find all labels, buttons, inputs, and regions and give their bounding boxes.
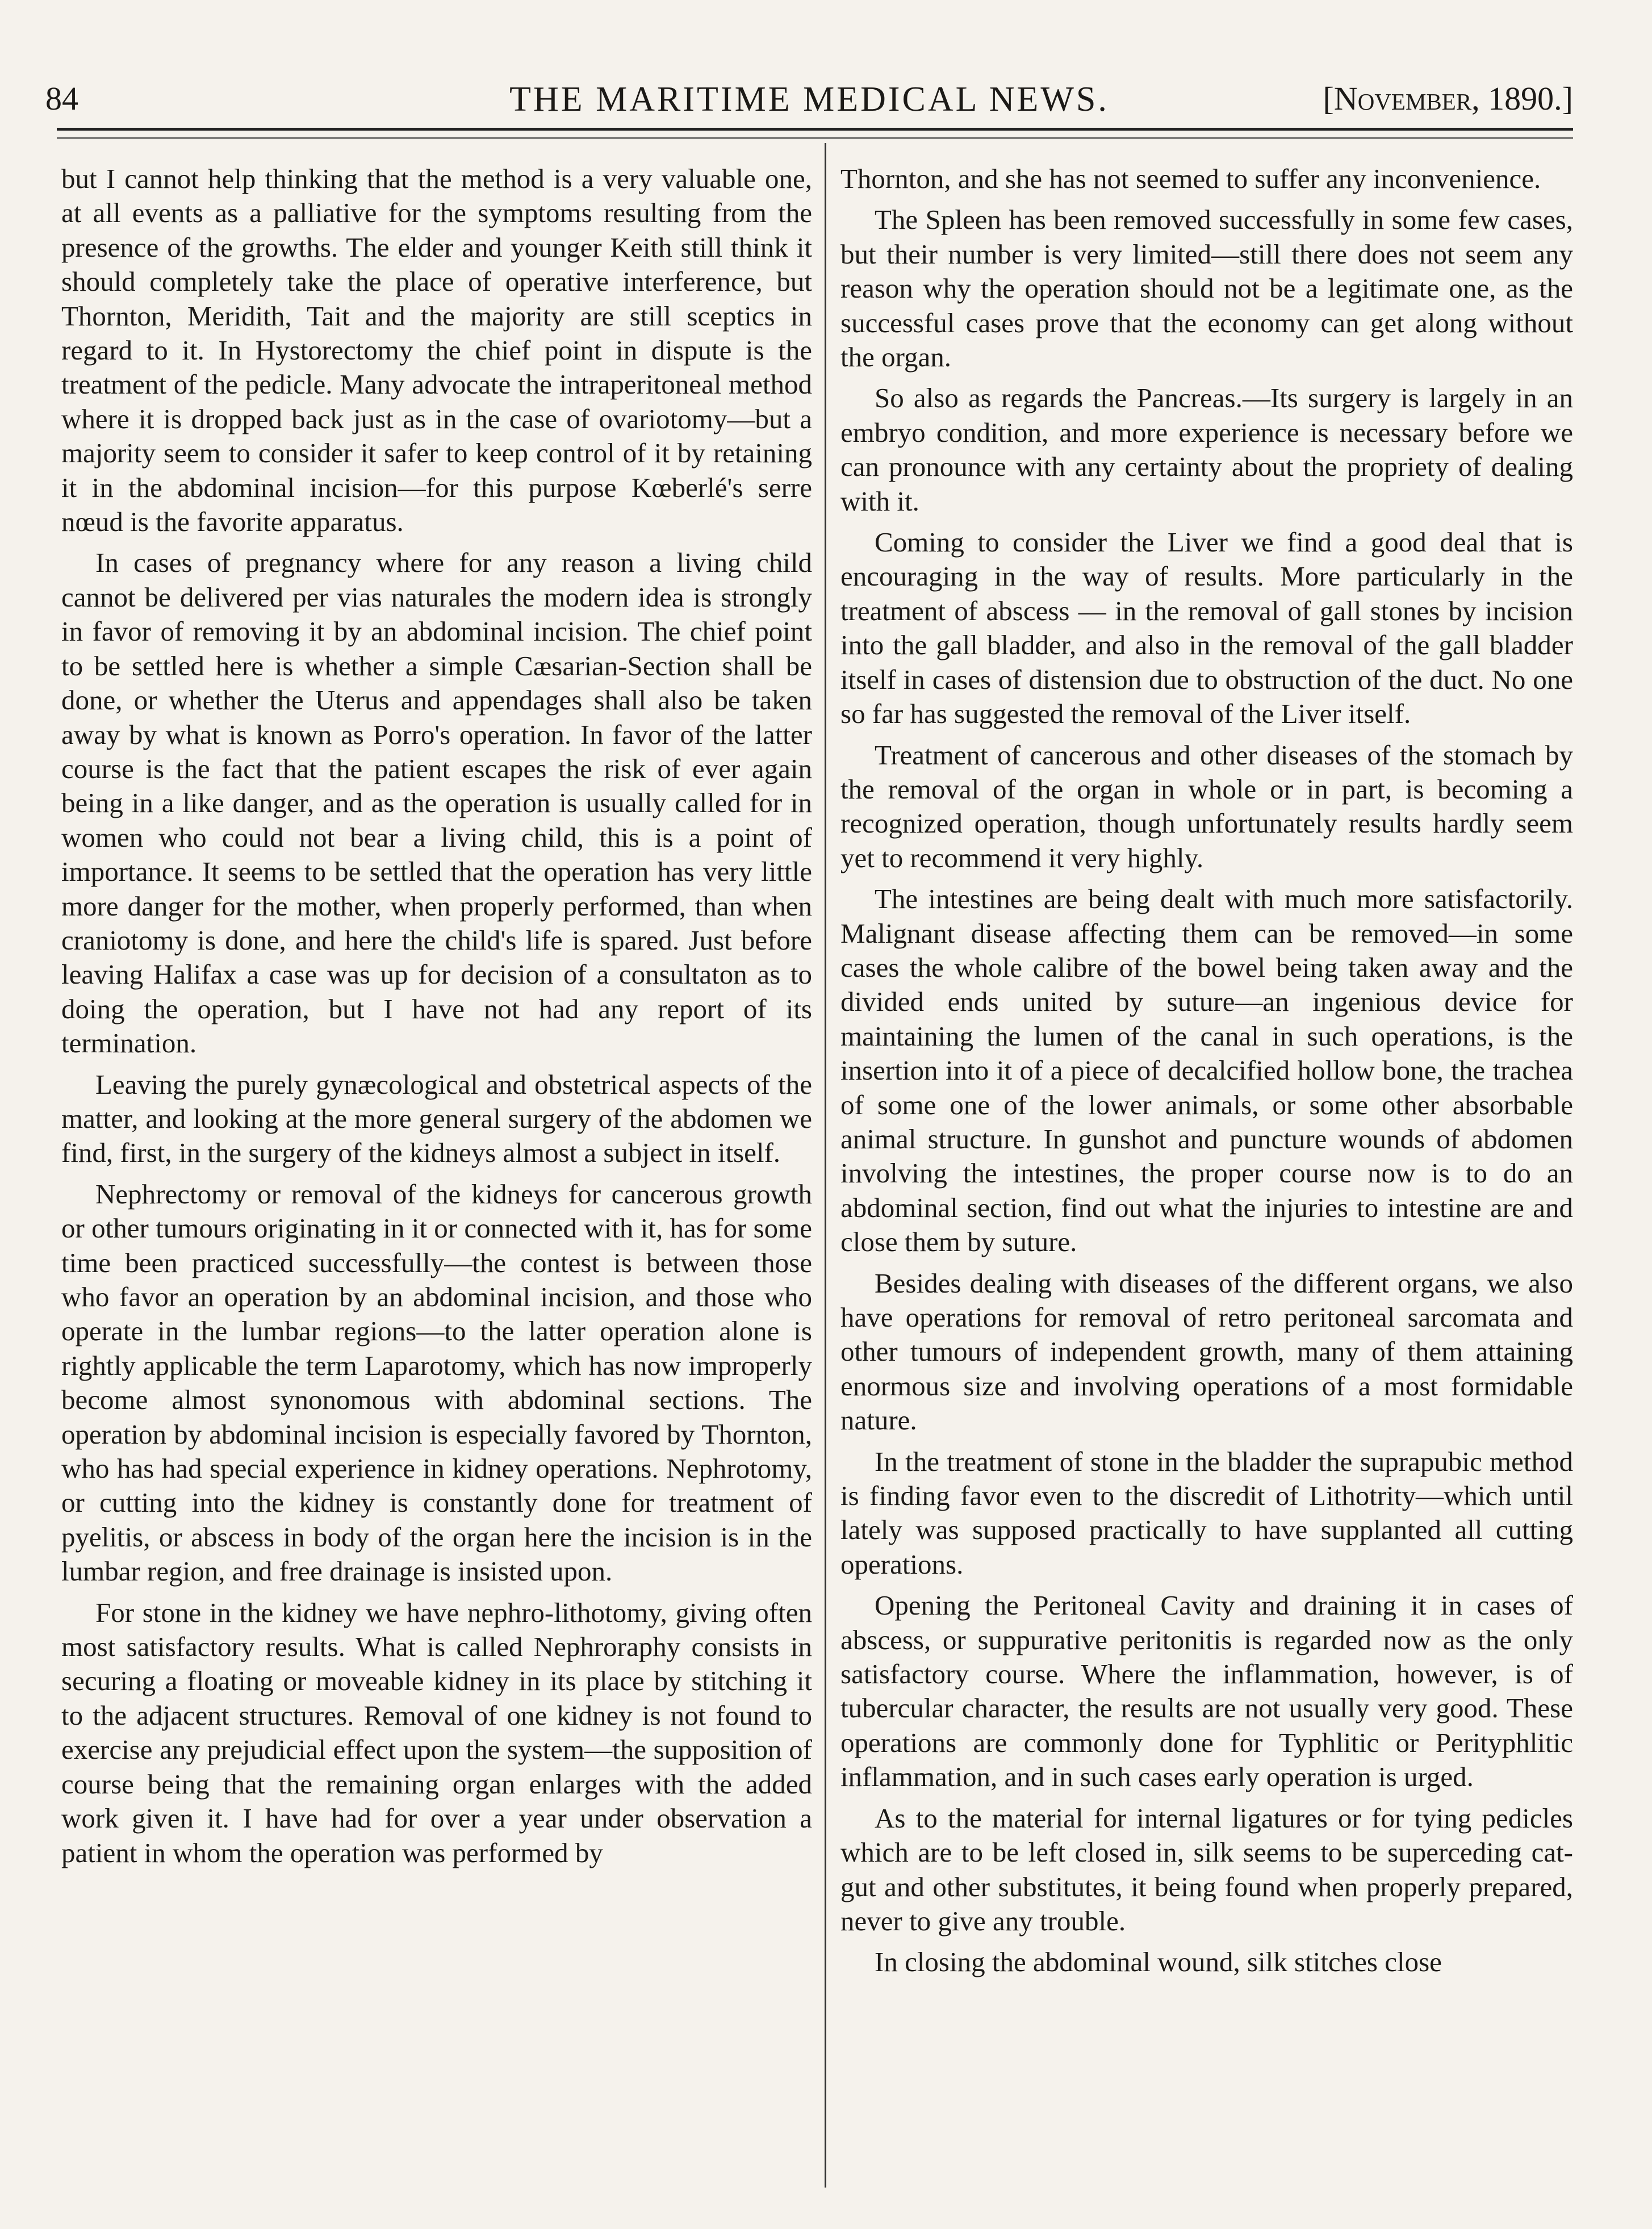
- header-rule-thin: [57, 137, 1573, 139]
- paragraph: Thornton, and she has not seemed to suffer any inconvenience.: [840, 163, 1541, 194]
- paragraph: So also as regards the Pancreas.—Its surgery is largely in an embryo condition, and more experience is necessary before we can pronounce with any certainty about the propriety of dealing with it.: [840, 382, 1573, 517]
- paragraph: In closing the abdominal wound, silk stitches close: [875, 1946, 1442, 1978]
- paragraph: but I cannot help thinking that the method is a very valuable one, at all events as a palliative for the symptoms resulting from the presence of the growths. The elder and younger Keith still think it should completely take the place of operative interference, but Thornton, Meridith, Tait and the majority are still sceptics in regard to it. In Hystorectomy the chief point in dispute is the treatment of the pedicle. Many advocate the intraperitoneal method where it is dropped back just as in the case of ovariotomy—but a majority seem to consider it safer to keep control of it by retaining it in the abdominal incision—for this purpose Kœberlé's serre nœud is the favorite apparatus.: [61, 163, 812, 538]
- issue-date: [November, 1890.]: [1323, 80, 1573, 117]
- paragraph: The Spleen has been removed successfully in some few cases, but their number is very limited—still there does not seem any reason why the operation should not be a legitimate one, as the successful cases prove that the economy can get along without the organ.: [840, 204, 1573, 373]
- paragraph: For stone in the kidney we have nephro-lithotomy, giving often most satisfactory results. What is called Nephroraphy consists in securing a floating or moveable kidney in its place by stitching it to the adjacent structures. Removal of one kidney is not found to exercise any prejudicial effect upon the system—the supposition of course being that the remaining organ enlarges with the added work given it. I have had for over a year under observation a patient in whom the operation was performed by: [61, 1596, 812, 1868]
- page-header: [45, 68, 1573, 131]
- header-rule-thick: [57, 128, 1573, 131]
- paragraph: Treatment of cancerous and other diseases of the stomach by the removal of the organ in whole or in part, is becoming a recognized operation, though unfortunately results hardly seem yet to recommend it very highly.: [840, 739, 1573, 873]
- paragraph: Opening the Peritoneal Cavity and draining it in cases of abscess, or suppurative peritonitis is regarded now as the only satisfactory course. Where the inflammation, however, is of tubercular character, the results are not usually very good. These operations are commonly done for Typhlitic or Perityphlitic inflammation, and in such cases early operation is urged.: [840, 1590, 1573, 1793]
- paragraph: As to the material for internal ligatures or for tying pedicles which are to be left closed in, silk seems to be superceding cat-gut and other substitutes, it being found when properly prepared, never to give any trouble.: [840, 1802, 1573, 1937]
- right-column: [840, 162, 1573, 1980]
- paragraph: Coming to consider the Liver we find a good deal that is encouraging in the way of results. More particularly in the treatment of abscess — in the removal of gall stones by incision into the gall bladder, and also in the removal of the gall bladder itself in cases of distension due to obstruction of the duct. No one so far has suggested the removal of the Liver itself.: [840, 526, 1573, 730]
- paragraph: Besides dealing with diseases of the different organs, we also have operations for removal of retro peritoneal sarcomata and other tumours of independent growth, many of them attaining enormous size and involving operations of a most formidable nature.: [840, 1267, 1573, 1436]
- paragraph: The intestines are being dealt with much more satisfactorily. Malignant disease affecting them can be removed—in some cases the whole calibre of the bowel being taken away and the divided ends united by suture—an ingenious device for maintaining the lumen of the canal in such operations, is the insertion into it of a piece of decalcified hollow bone, the trachea of some one of the lower animals, or some other absorbable animal structure. In gunshot and puncture wounds of abdomen involving the intestines, the proper course now is to do an abdominal section, find out what the injuries to intestine are and close them by suture.: [840, 883, 1573, 1258]
- paragraph: Nephrectomy or removal of the kidneys for cancerous growth or other tumours originating in it or connected with it, has for some time been practiced successfully—the contest is between those who favor an operation by an abdominal incision, and those who operate in the lumbar regions—to the latter operation alone is rightly applicable the term Laparotomy, which has now improperly become almost synonomous with abdominal sections. The operation by abdominal incision is especially favored by Thornton, who has had special experience in kidney operations. Nephrotomy, or cutting into the kidney is constantly done for treatment of pyelitis, or abscess in body of the organ here the incision is in the lumbar region, and free drainage is insisted upon.: [61, 1178, 812, 1587]
- paragraph: In the treatment of stone in the bladder the suprapubic method is finding favor even to the discredit of Lithotrity—which until lately was supposed practically to have supplanted all cutting operations.: [840, 1445, 1573, 1580]
- column-divider: [825, 143, 826, 2188]
- paragraph: Leaving the purely gynæcological and obstetrical aspects of the matter, and looking at the more general surgery of the abdomen we find, first, in the surgery of the kidneys almost a subject in itself.: [61, 1068, 812, 1169]
- page-number: 84: [45, 80, 78, 117]
- left-column: [61, 162, 812, 1870]
- journal-title: THE MARITIME MEDICAL NEWS.: [509, 80, 1109, 119]
- paragraph: In cases of pregnancy where for any reason a living child cannot be delivered per vias naturales the modern idea is strongly in favor of removing it by an abdominal incision. The chief point to be settled here is whether a simple Cæsarian-Section shall be done, or whether the Uterus and appendages shall also be taken away by what is known as Porro's operation. In favor of the latter course is the fact that the patient escapes the risk of ever again being in a like danger, and as the operation is usually called for in women who could not bear a living child, this is a point of importance. It seems to be settled that the operation has very little more danger for the mother, when properly performed, than when craniotomy is done, and here the child's life is spared. Just before leaving Halifax a case was up for decision of a consultaton as to doing the operation, but I have not had any report of its termination.: [61, 547, 812, 1059]
